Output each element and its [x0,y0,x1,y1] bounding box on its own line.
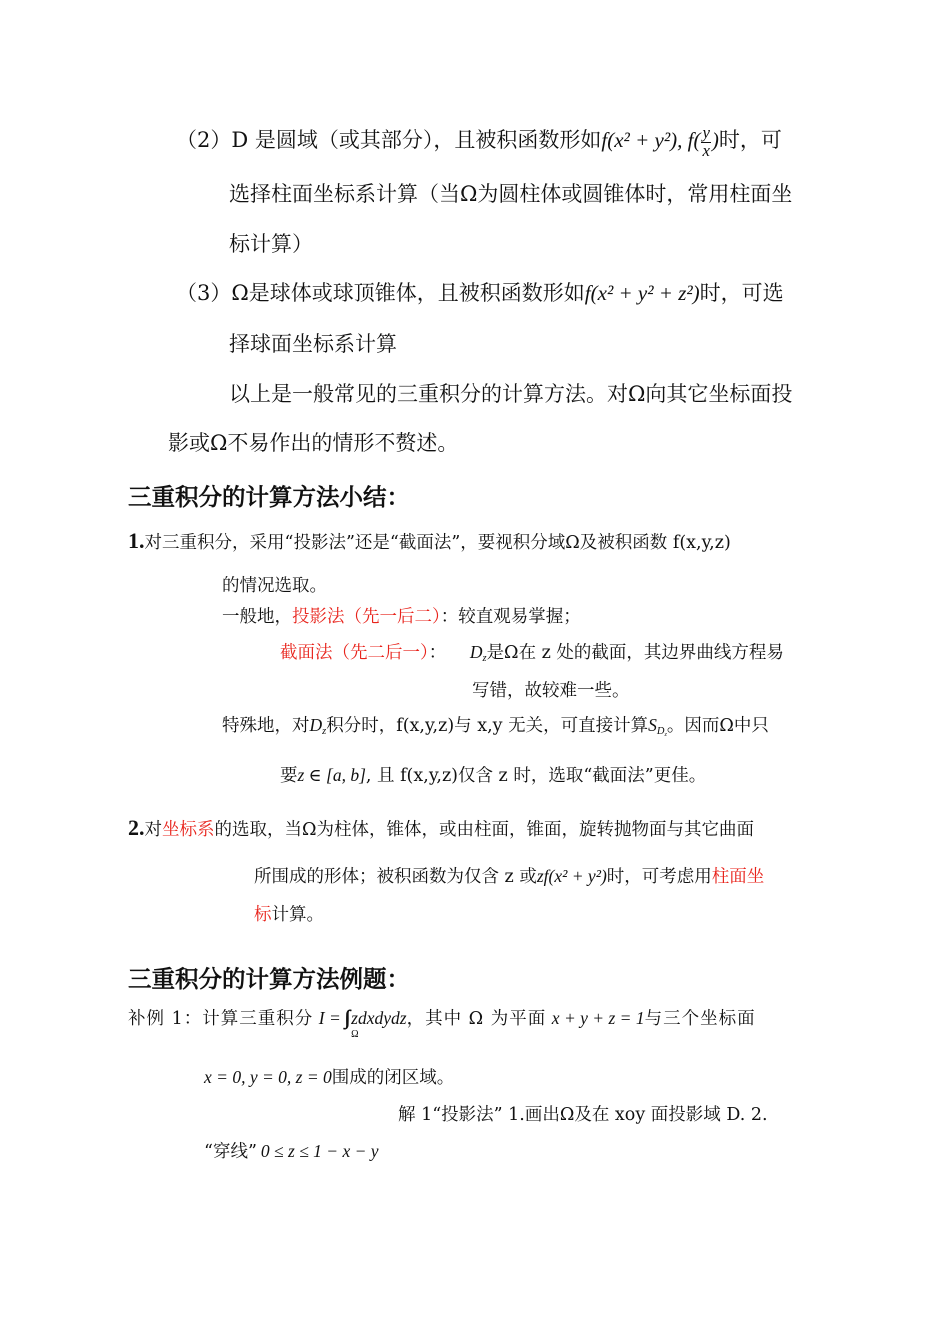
area-S-Dz: $S_{D_z}$ [648,715,667,739]
need-text: , 且 f(x,y,z)仅含 z 时，选取“截面法”更佳。 [365,766,707,786]
summary-p1-need [280,762,706,787]
item-3-formula: f(x² + y² + z²) [584,281,700,305]
note-line1: 以上是一般常见的三重积分的计算方法。对Ω向其它坐标面投 [229,382,793,406]
general-suffix: ：较直观易掌握； [440,607,581,627]
summary-p2-number: 2. [128,815,145,840]
summary-p2-line2 [254,863,764,888]
solution-threading: “穿线” [204,1142,257,1162]
note-line2: 影或Ω不易作出的情形不赘述。 [168,431,459,455]
section-colon: ： [428,643,447,663]
summary-p1-line2: 的情况选取。 [222,576,327,596]
section-text: 是Ω在 z 处的截面，其边界曲线方程易 [486,643,784,663]
example-1-line2 [204,1064,454,1089]
special-mid: 积分时，f(x,y,z)与 x,y 无关，可直接计算 [326,716,649,736]
item-3-tail: 时，可选 [699,281,784,305]
solution-line2 [204,1138,379,1163]
item-3-line2: 择球面坐标系计算 [229,332,397,356]
item-3-text: Ω是球体或球顶锥体，且被积函数形如 [231,281,585,305]
fraction-y-over-x: $\frac{y}{x}$ [702,122,710,160]
p2-text: 的选取，当Ω为柱体，锥体，或由柱面，锥面，旋转抛物面与其它曲面 [214,820,755,840]
item-2-label: （2） [176,128,232,152]
p2-line2-mid: 时，可考虑用 [606,867,712,887]
summary-p2-line1 [128,815,754,841]
item-3-line1 [176,277,784,307]
projection-method-label: 投影法（先一后二） [292,607,441,627]
example-1-prefix: 补例 1：计算三重积分 [128,1009,314,1029]
example-1-line2-text: 围成的闭区域。 [331,1068,455,1088]
summary-p1-special [222,712,769,737]
general-prefix: 一般地， [222,607,292,627]
example-1-text: ，其中 Ω 为平面 [406,1009,547,1029]
summary-p1-section-line2: 写错，故较难一些。 [472,681,630,701]
solution-line1: 解 1“投影法” 1.画出Ω及在 xoy 面投影域 D. 2. [398,1105,768,1125]
section-method-label: 截面法（先二后一） [280,643,429,663]
item-2-line3: 标计算） [229,232,313,256]
item-2-text: D 是圆域（或其部分），且被积函数形如 [231,128,602,152]
special-tail: 。因而Ω中只 [666,716,769,736]
coordinate-system-label: 坐标系 [162,820,215,840]
p2-line3-tail: 计算。 [271,905,324,925]
summary-p1-text: 对三重积分，采用“投影法”还是“截面法”，要视积分域Ω及被积函数 f(x,y,z) [144,533,731,553]
examples-heading: 三重积分的计算方法例题： [128,965,410,993]
example-1-tail: 与三个坐标面 [644,1009,756,1029]
example-1-line1 [128,1005,756,1040]
item-2-line2: 选择柱面坐标系计算（当Ω为圆柱体或圆锥体时，常用柱面坐 [229,182,793,206]
cylindrical-label: 柱面坐 [711,867,765,887]
coordinate-planes: x = 0, y = 0, z = 0 [204,1067,332,1087]
summary-p2-line3 [254,901,324,926]
p2-prefix: 对 [144,820,162,840]
summary-p1-section [280,639,784,664]
item-3-label: （3） [176,281,232,305]
p2-formula: zf(x² + y²) [536,866,607,886]
item-2-tail: 时，可 [718,128,782,152]
need-formula: z ∈ [a, b] [297,765,366,785]
p2-line2-prefix: 所围成的形体；被积函数为仅含 z 或 [254,867,537,887]
cylindrical-label-cont: 标 [254,905,272,925]
example-1-integral: I = Ω zdxdydz [318,1008,407,1040]
summary-p1-line1 [128,528,731,554]
summary-p1-general [222,603,581,628]
special-Dz: $D_z$ [309,715,327,738]
item-2-line1 [176,124,782,159]
z-bounds: 0 ≤ z ≤ 1 − x − y [260,1141,379,1161]
example-1-plane: x + y + z = 1 [551,1008,645,1028]
need-prefix: 要 [280,766,298,786]
section-Dz: $D_z$ [469,642,487,665]
summary-p1-number: 1. [128,528,145,553]
summary-heading: 三重积分的计算方法小结： [128,483,410,511]
special-prefix: 特殊地，对 [222,716,310,736]
item-2-formula: f(x² + y²), f( $\frac{y}{x}$ ) [601,122,719,160]
